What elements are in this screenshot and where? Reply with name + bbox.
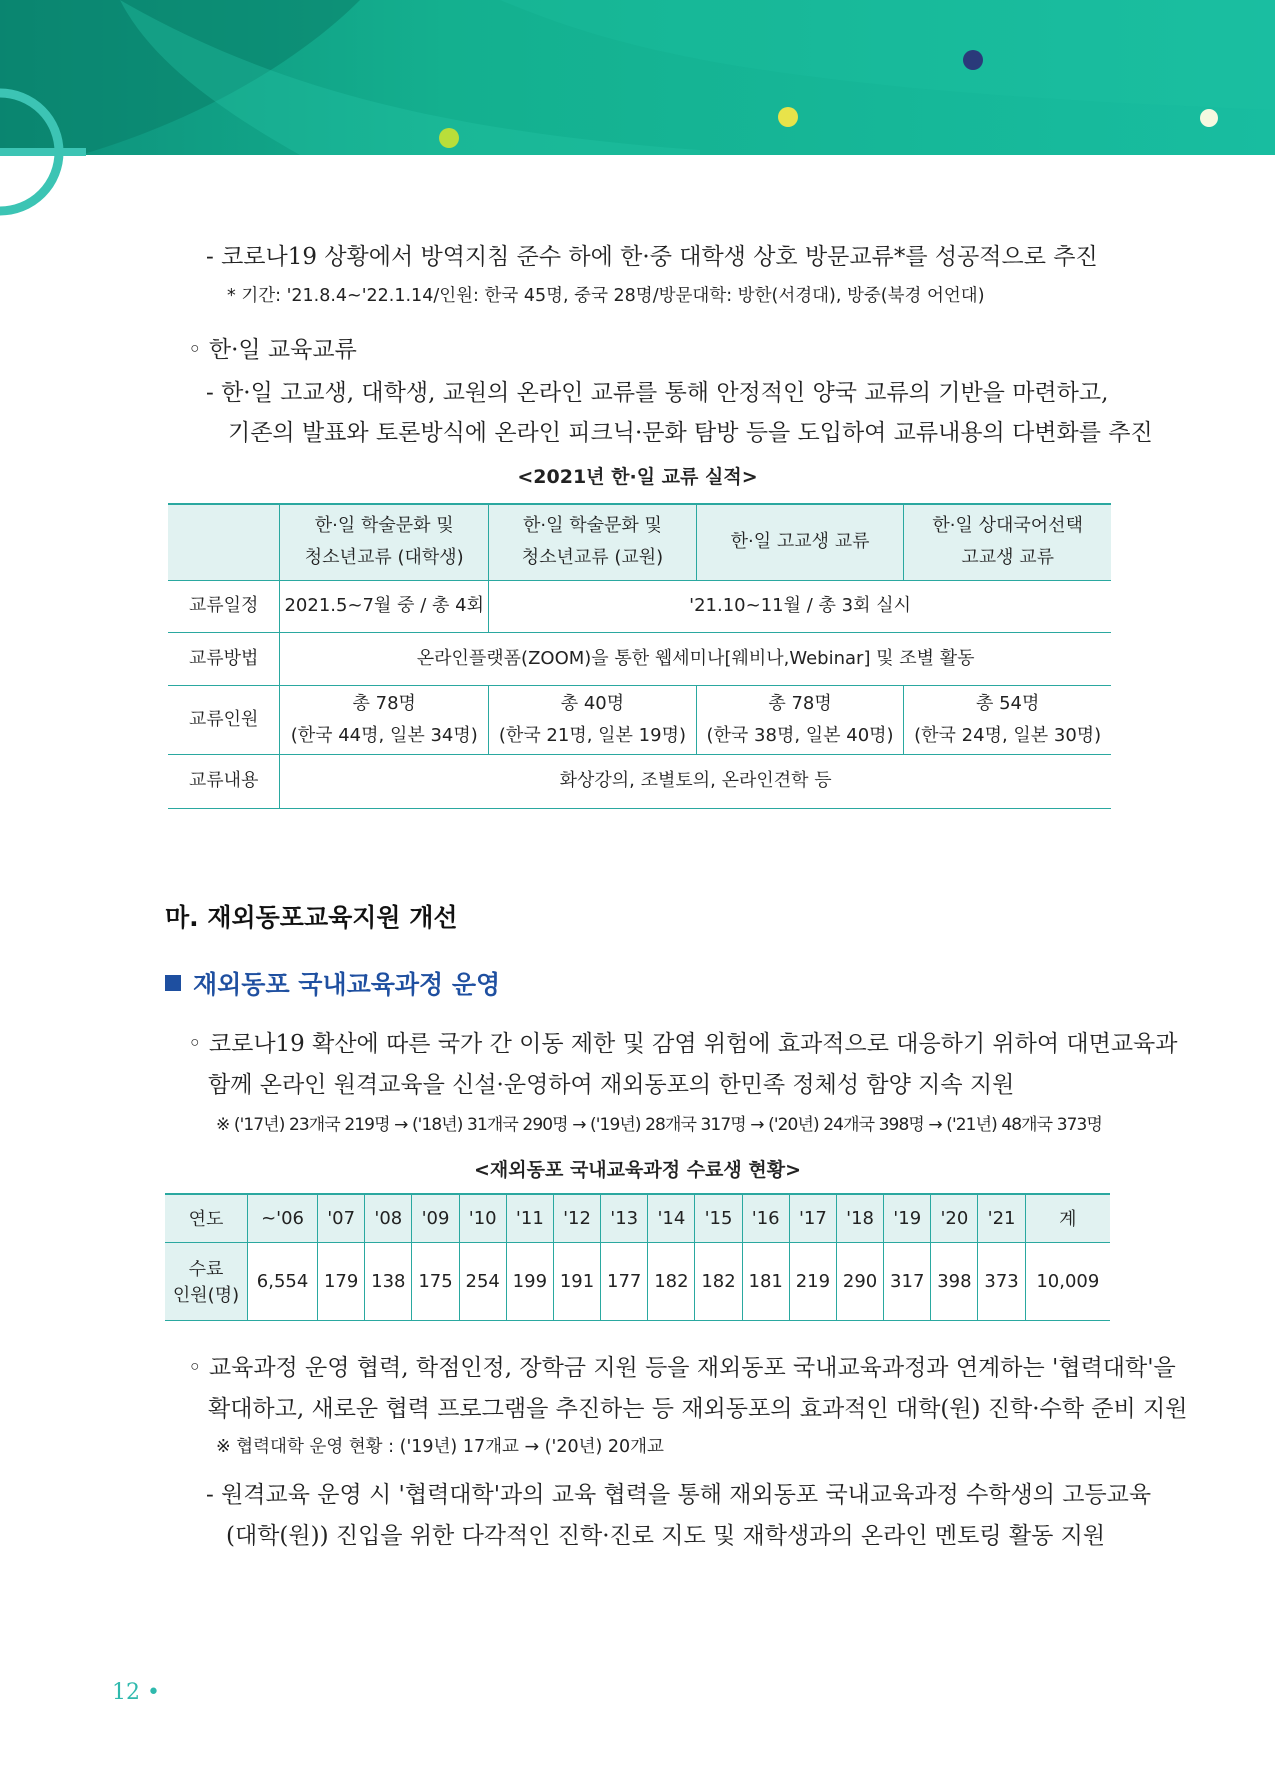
count-cell: 254 <box>459 1242 506 1320</box>
square-bullet-icon <box>165 975 181 991</box>
year-header-cell: '10 <box>459 1194 506 1242</box>
count-cell: 179 <box>318 1242 365 1320</box>
section-title: 마. 재외동포교육지원 개선 <box>165 903 458 932</box>
text-line-partner-3: - 원격교육 운영 시 '협력대학'과의 교육 협력을 통해 재외동포 국내교육과정 수학생의 고등교육 <box>206 1482 1152 1508</box>
dot-lime <box>439 128 459 148</box>
count-cell: 219 <box>789 1242 836 1320</box>
table1-cell: 온라인플랫폼(ZOOM)을 통한 웹세미나[웨비나,Webinar] 및 조별 활동 <box>280 632 1111 685</box>
table1-header: 한·일 상대국어선택 고교생 교류 <box>904 504 1111 580</box>
year-header-cell: '09 <box>412 1194 459 1242</box>
row-label-schedule: 교류일정 <box>168 580 280 632</box>
year-header-cell: ~'06 <box>248 1194 318 1242</box>
text-line-china-exchange: - 코로나19 상황에서 방역지침 준수 하에 한·중 대학생 상호 방문교류*를 성공적으로 추진 <box>206 244 1098 270</box>
year-header-cell: '20 <box>931 1194 978 1242</box>
note-china-exchange: * 기간: '21.8.4~'22.1.14/인원: 한국 45명, 중국 28명/방문대학: 방한(서경대), 방중(북경 어언대) <box>227 286 985 306</box>
completion-stats-table <box>165 1193 1110 1321</box>
count-cell: 10,009 <box>1025 1242 1110 1320</box>
year-header-cell: '08 <box>365 1194 412 1242</box>
dot-white <box>1200 109 1218 127</box>
count-cell: 290 <box>836 1242 883 1320</box>
year-header-cell: '18 <box>836 1194 883 1242</box>
count-cell: 182 <box>648 1242 695 1320</box>
row-label-content: 교류내용 <box>168 754 280 808</box>
text-line-overseas-2: 함께 온라인 원격교육을 신설·운영하여 재외동포의 한민족 정체성 함양 지속 지원 <box>208 1072 1015 1098</box>
text-line-overseas-1: ◦ 코로나19 확산에 따른 국가 간 이동 제한 및 감염 위험에 효과적으로 대응하기 위하여 대면교육과 <box>188 1031 1178 1057</box>
table2-caption: <재외동포 국내교육과정 수료생 현황> <box>474 1159 801 1181</box>
text-line-partner-4: (대학(원)) 진입을 위한 다각적인 진학·진로 지도 및 재학생과의 온라인 멘토링 활동 지원 <box>226 1523 1106 1549</box>
year-header-cell: '21 <box>978 1194 1025 1242</box>
note-overseas-stats: ※ ('17년) 23개국 219명 → ('18년) 31개국 290명 → ('19년) 28개국 317명 → ('20년) 24개국 398명 → ('21년) 48개국 373명 <box>216 1115 1102 1135</box>
count-cell: 317 <box>884 1242 931 1320</box>
count-cell: 181 <box>742 1242 789 1320</box>
count-cell: 191 <box>553 1242 600 1320</box>
year-header-cell: '07 <box>318 1194 365 1242</box>
table1-cell: 총 54명 (한국 24명, 일본 30명) <box>904 685 1111 754</box>
count-cell: 6,554 <box>248 1242 318 1320</box>
table1-cell: 총 40명 (한국 21명, 일본 19명) <box>489 685 697 754</box>
subsection-title: 재외동포 국내교육과정 운영 <box>165 965 500 1001</box>
text-line-partner-1: ◦ 교육과정 운영 협력, 학점인정, 장학금 지원 등을 재외동포 국내교육과정과 연계하는 '협력대학'을 <box>188 1355 1176 1381</box>
year-header-cell: '14 <box>648 1194 695 1242</box>
row-label-people: 교류인원 <box>168 685 280 754</box>
count-cell: 177 <box>601 1242 648 1320</box>
table1-cell: 총 78명 (한국 44명, 일본 34명) <box>280 685 489 754</box>
count-cell: 175 <box>412 1242 459 1320</box>
table1-cell: 2021.5~7월 중 / 총 4회 <box>280 580 489 632</box>
text-line-partner-2: 확대하고, 새로운 협력 프로그램을 추진하는 등 재외동포의 효과적인 대학(원) 진학·수학 준비 지원 <box>208 1396 1188 1422</box>
table1-corner-cell <box>168 504 280 580</box>
corner-ring-decoration <box>0 85 100 225</box>
year-header-cell: '15 <box>695 1194 742 1242</box>
row-label-year: 연도 <box>165 1194 248 1242</box>
bullet-korea-japan: ◦ 한·일 교육교류 <box>188 337 357 363</box>
year-header-cell: '19 <box>884 1194 931 1242</box>
table1-header: 한·일 학술문화 및 청소년교류 (대학생) <box>280 504 489 580</box>
korea-japan-exchange-table <box>168 503 1111 809</box>
count-cell: 373 <box>978 1242 1025 1320</box>
text-line-korea-japan-2: 기존의 발표와 토론방식에 온라인 피크닉·문화 탐방 등을 도입하여 교류내용의 다변화를 추진 <box>228 420 1153 446</box>
count-cell: 138 <box>365 1242 412 1320</box>
dot-navy <box>963 50 983 70</box>
row-label-count: 수료 인원(명) <box>165 1242 248 1320</box>
page-number: 12 • <box>112 1680 160 1705</box>
year-header-cell: '12 <box>553 1194 600 1242</box>
year-header-cell: '16 <box>742 1194 789 1242</box>
text-line-korea-japan-1: - 한·일 고교생, 대학생, 교원의 온라인 교류를 통해 안정적인 양국 교류의 기반을 마련하고, <box>206 380 1109 406</box>
table1-caption: <2021년 한·일 교류 실적> <box>517 466 758 488</box>
year-header-cell: '17 <box>789 1194 836 1242</box>
table1-cell: 화상강의, 조별토의, 온라인견학 등 <box>280 754 1111 808</box>
count-cell: 398 <box>931 1242 978 1320</box>
note-partner-status: ※ 협력대학 운영 현황 : ('19년) 17개교 → ('20년) 20개교 <box>216 1437 664 1457</box>
table1-cell: '21.10~11월 / 총 3회 실시 <box>489 580 1111 632</box>
row-label-method: 교류방법 <box>168 632 280 685</box>
table1-cell: 총 78명 (한국 38명, 일본 40명) <box>696 685 904 754</box>
year-header-cell: 계 <box>1025 1194 1110 1242</box>
dot-yellow <box>778 107 798 127</box>
year-header-cell: '13 <box>601 1194 648 1242</box>
header-banner <box>0 0 1275 155</box>
count-cell: 199 <box>506 1242 553 1320</box>
table1-header: 한·일 학술문화 및 청소년교류 (교원) <box>489 504 697 580</box>
count-cell: 182 <box>695 1242 742 1320</box>
year-header-cell: '11 <box>506 1194 553 1242</box>
table1-header: 한·일 고교생 교류 <box>696 504 904 580</box>
